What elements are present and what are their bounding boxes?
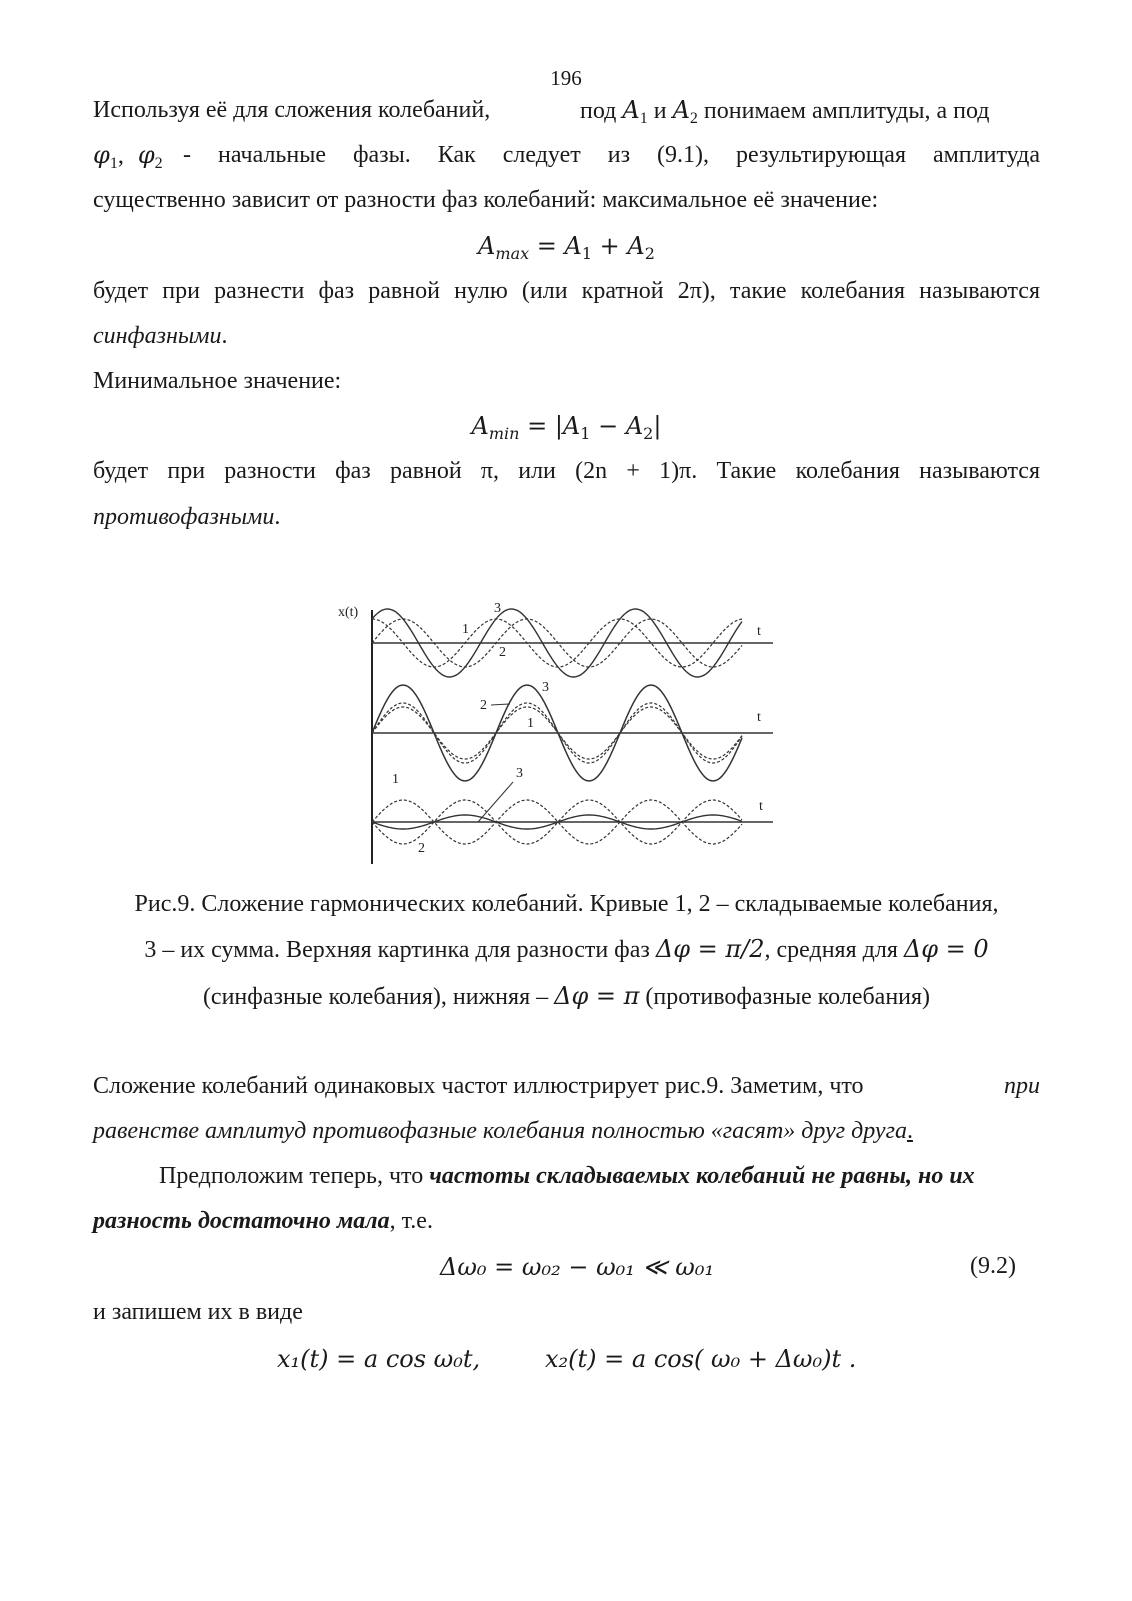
caption-line2: 3 – их сумма. Верхняя картинка для разности фаз Δφ = π/2, средняя для Δφ = 0 <box>144 935 989 963</box>
para1-text-b: под $A_1$ и $A_2$ понимаем амплитуды, а под <box>580 96 990 127</box>
top-curve-1-label: 1 <box>462 622 469 637</box>
bot-curve-2-label: 2 <box>418 841 425 856</box>
equation-x1: x₁(t) = a cos ω₀t, <box>277 1345 481 1373</box>
para2-line1: будет при разнести фаз равной нулю (или кратной 2π), такие колебания называются <box>93 278 1040 304</box>
t-label-middle: t <box>757 710 761 725</box>
para6: и запишем их в виде <box>93 1299 303 1325</box>
top-curve-3-label: 3 <box>494 601 501 616</box>
bot-curve-3-label: 3 <box>516 766 523 781</box>
equation-x2: x₂(t) = a cos( ω₀ + Δω₀)t . <box>545 1345 857 1373</box>
para5-line2: разность достаточно мала, т.е. <box>93 1208 433 1234</box>
para3-line2: противофазными. <box>93 504 281 530</box>
oscillation-curves <box>372 609 742 844</box>
bot-curve-1-label: 1 <box>392 772 399 787</box>
mid-curve-1-label: 1 <box>527 716 534 731</box>
para1-line1 <box>93 95 1040 125</box>
equation-amin: $A_{min} = |A_1 - A_2|$ <box>471 412 662 443</box>
para4-line2: равенстве амплитуд противофазные колебания полностью «гасят» друг друга. <box>93 1118 913 1144</box>
para4-line1: Сложение колебаний одинаковых частот иллюстрирует рис.9. Заметим, что при <box>93 1073 1040 1099</box>
oscillation-figure <box>330 592 790 872</box>
para1-line3: существенно зависит от разности фаз колебаний: максимальное её значение: <box>93 187 879 213</box>
para1-text-a: Используя её для сложения колебаний, <box>93 97 491 123</box>
caption-line1: Рис.9. Сложение гармонических колебаний. Кривые 1, 2 – складываемые колебания, <box>134 891 999 917</box>
equation-9-2: Δω₀ = ω₀₂ − ω₀₁ ≪ ω₀₁ <box>440 1253 715 1281</box>
mid-curve-2-label: 2 <box>480 698 487 713</box>
equation-amax: $A_{max} = A_1 + A_2$ <box>478 232 655 263</box>
equation-number: (9.2) <box>970 1253 1016 1279</box>
page-number: 196 <box>550 66 582 90</box>
mid-curve-3-label: 3 <box>542 680 549 695</box>
min-label: Минимальное значение: <box>93 368 342 394</box>
para5-line1: Предположим теперь, что частоты складываемых колебаний не равны, но их <box>159 1163 975 1189</box>
para3-line1: будет при разности фаз равной π, или (2n + 1)π. Такие колебания называются <box>93 458 1040 484</box>
figure-axes <box>372 610 773 864</box>
t-label-bottom: t <box>759 799 763 814</box>
caption-line3: (синфазные колебания), нижняя – Δφ = π (противофазные колебания) <box>202 982 931 1010</box>
top-curve-2-label: 2 <box>499 645 506 660</box>
y-axis-label: x(t) <box>338 605 359 620</box>
para1-line2: $\varphi_1$, $\varphi_2$ - начальные фазы. Как следует из (9.1), результирующая амплитуда <box>93 141 1040 172</box>
t-label-top: t <box>757 624 761 639</box>
para2-line2: синфазными. <box>93 323 228 349</box>
